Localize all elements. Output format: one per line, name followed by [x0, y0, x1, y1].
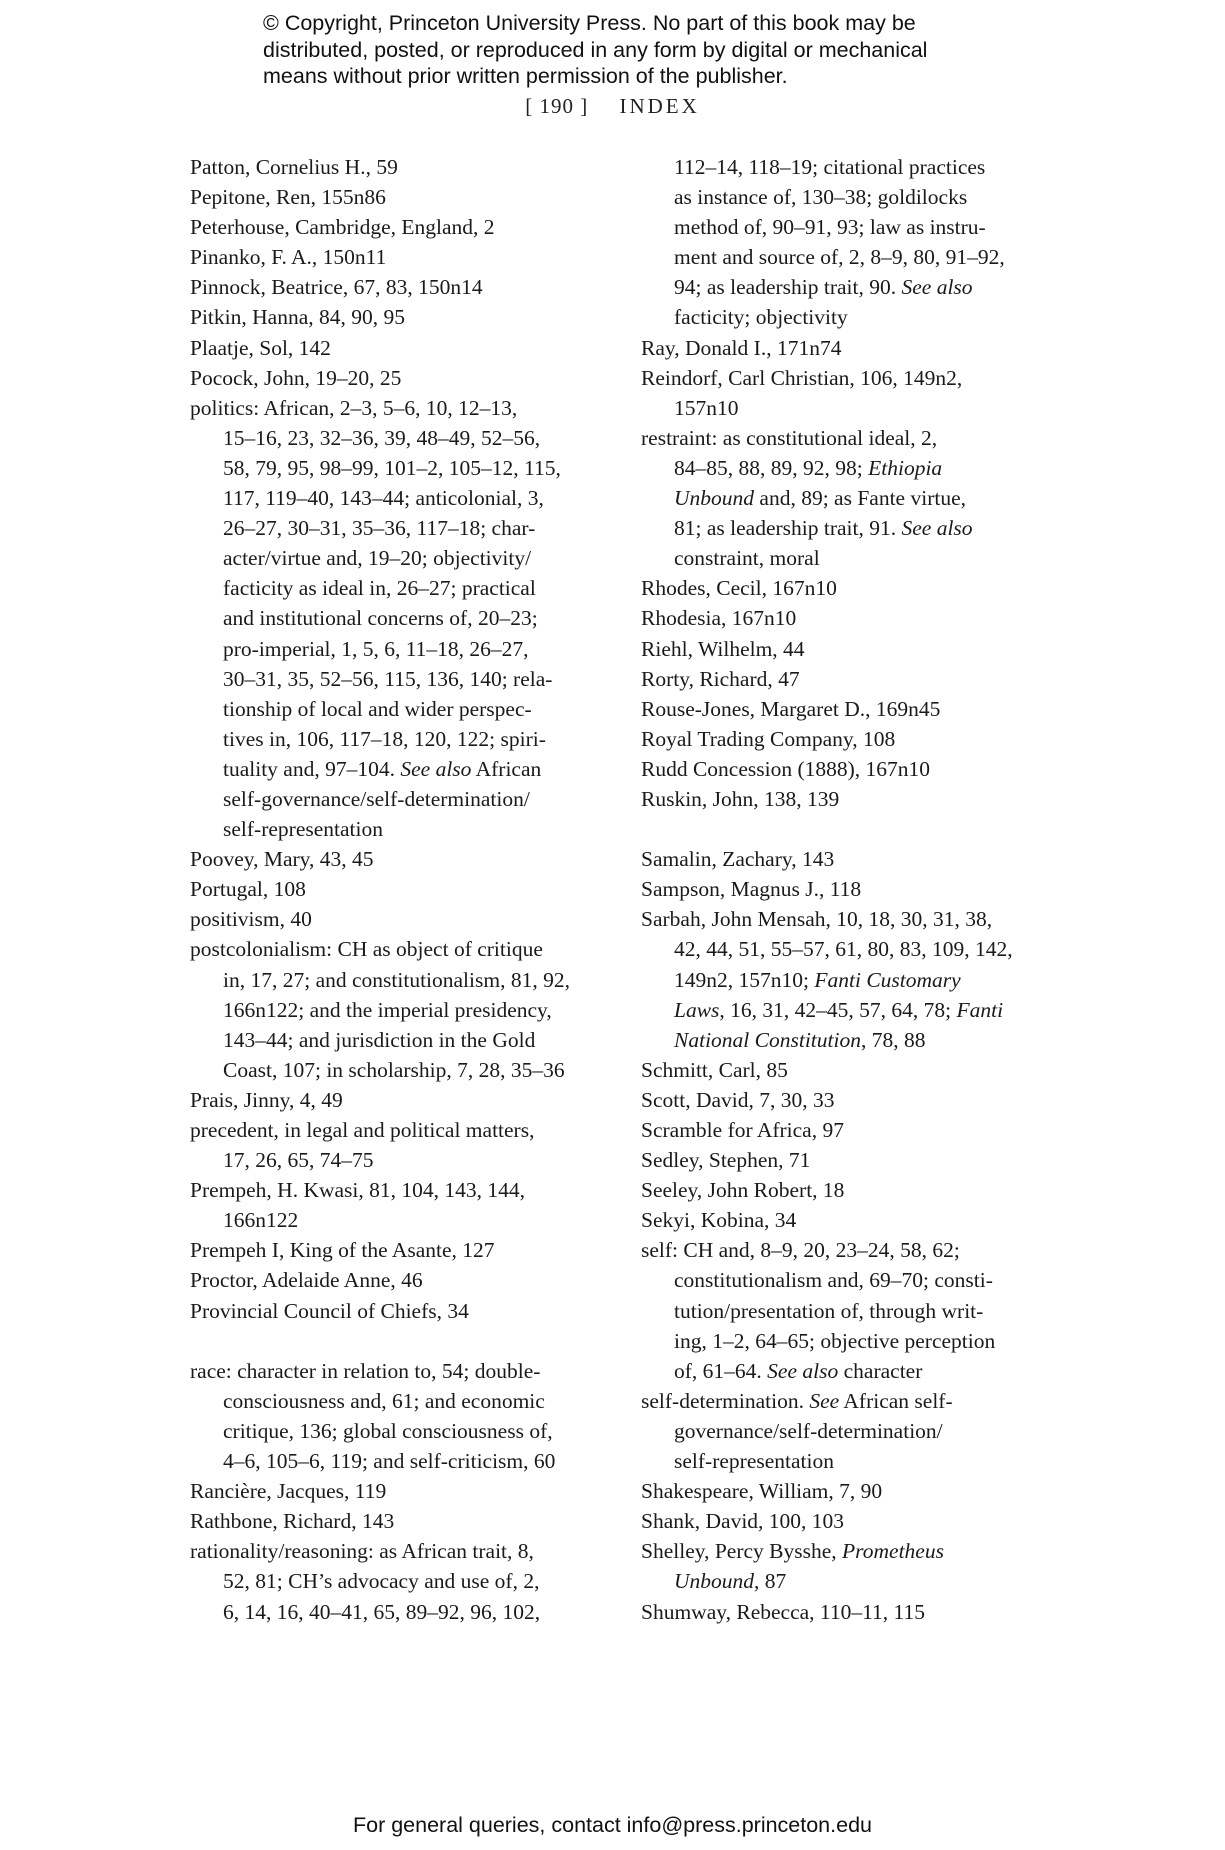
- index-entry: self-determination. See African self-: [641, 1388, 953, 1413]
- index-subline: tionship of local and wider perspec-: [223, 696, 532, 721]
- index-subline: self-representation: [674, 1449, 834, 1474]
- index-subline: 84–85, 88, 89, 92, 98; Ethiopia: [674, 455, 943, 480]
- index-subline: in, 17, 27; and constitutionalism, 81, 92,: [223, 967, 570, 992]
- index-subline: 30–31, 35, 52–56, 115, 136, 140; rela-: [223, 666, 553, 691]
- index-entry: Plaatje, Sol, 142: [190, 335, 331, 360]
- index-subline: 26–27, 30–31, 35–36, 117–18; char-: [223, 516, 536, 541]
- index-entry: Proctor, Adelaide Anne, 46: [190, 1268, 423, 1293]
- index-subline: Coast, 107; in scholarship, 7, 28, 35–36: [223, 1057, 565, 1082]
- index-entry: politics: African, 2–3, 5–6, 10, 12–13,: [190, 395, 518, 420]
- index-subline: 17, 26, 65, 74–75: [223, 1148, 374, 1173]
- copyright-line: © Copyright, Princeton University Press. No part of this book may be: [263, 11, 916, 35]
- index-subline: pro-imperial, 1, 5, 6, 11–18, 26–27,: [223, 636, 529, 661]
- index-subline: governance/self-determination/: [674, 1418, 943, 1443]
- index-subline: acter/virtue and, 19–20; objectivity/: [223, 546, 532, 571]
- index-entry: Scott, David, 7, 30, 33: [641, 1087, 835, 1112]
- index-subline: 52, 81; CH’s advocacy and use of, 2,: [223, 1569, 540, 1594]
- index-subline: Unbound, 87: [674, 1569, 787, 1594]
- index-subline: consciousness and, 61; and economic: [223, 1388, 545, 1413]
- index-entry: Poovey, Mary, 43, 45: [190, 847, 374, 872]
- index-subline: tution/presentation of, through writ-: [674, 1298, 984, 1323]
- letter-group-spacer: [190, 1326, 610, 1356]
- copyright-notice: [263, 10, 1023, 90]
- index-subline: 15–16, 23, 32–36, 39, 48–49, 52–56,: [223, 425, 541, 450]
- index-column-right: [641, 152, 1061, 1627]
- index-subline: ment and source of, 2, 8–9, 80, 91–92,: [674, 245, 1005, 270]
- index-subline: Laws, 16, 31, 42–45, 57, 64, 78; Fanti: [674, 997, 1004, 1022]
- index-entry: Pitkin, Hanna, 84, 90, 95: [190, 305, 405, 330]
- index-entry: Riehl, Wilhelm, 44: [641, 636, 805, 661]
- index-entry: Reindorf, Carl Christian, 106, 149n2,: [641, 365, 963, 390]
- index-entry: restraint: as constitutional ideal, 2,: [641, 425, 938, 450]
- index-entry: precedent, in legal and political matters,: [190, 1118, 535, 1142]
- index-entry: Prais, Jinny, 4, 49: [190, 1087, 343, 1112]
- index-entry: Rhodesia, 167n10: [641, 606, 797, 631]
- index-entry: Prempeh, H. Kwasi, 81, 104, 143, 144,: [190, 1178, 526, 1203]
- index-entry: race: character in relation to, 54; double-: [190, 1358, 541, 1383]
- index-entry: Provincial Council of Chiefs, 34: [190, 1298, 469, 1323]
- index-subline: 143–44; and jurisdiction in the Gold: [223, 1027, 536, 1052]
- index-entry: Portugal, 108: [190, 877, 306, 902]
- index-subline: 4–6, 105–6, 119; and self-criticism, 60: [223, 1449, 556, 1474]
- index-subline: facticity as ideal in, 26–27; practical: [223, 576, 536, 601]
- index-subline: 166n122; and the imperial presidency,: [223, 997, 552, 1022]
- index-entry: Pinanko, F. A., 150n11: [190, 245, 387, 270]
- index-subline: of, 61–64. See also character: [674, 1358, 923, 1383]
- index-subline: facticity; objectivity: [674, 305, 848, 330]
- index-entry: Pepitone, Ren, 155n86: [190, 185, 386, 210]
- index-subline: self-representation: [223, 817, 383, 842]
- footer-contact: For general queries, contact info@press.princeton.edu: [352, 1813, 872, 1837]
- index-subline: critique, 136; global consciousness of,: [223, 1418, 553, 1443]
- index-entry: Seeley, John Robert, 18: [641, 1178, 845, 1203]
- index-subline: 166n122: [223, 1208, 299, 1233]
- index-entry: Shank, David, 100, 103: [641, 1509, 845, 1534]
- index-entry: Rouse-Jones, Margaret D., 169n45: [641, 696, 941, 721]
- index-subline: National Constitution, 78, 88: [674, 1027, 926, 1052]
- index-entry: Royal Trading Company, 108: [641, 726, 896, 751]
- index-entry: Sedley, Stephen, 71: [641, 1148, 811, 1173]
- index-subline: tives in, 106, 117–18, 120, 122; spiri-: [223, 726, 546, 751]
- index-subline: constraint, moral: [674, 546, 820, 571]
- index-subline: tuality and, 97–104. See also African: [223, 756, 542, 781]
- index-entry: Rathbone, Richard, 143: [190, 1509, 395, 1534]
- index-entry: Ruskin, John, 138, 139: [641, 786, 840, 811]
- index-entry: Rudd Concession (1888), 167n10: [641, 756, 931, 781]
- index-subline: 42, 44, 51, 55–57, 61, 80, 83, 109, 142,: [674, 937, 1013, 962]
- index-subline: ing, 1–2, 64–65; objective perception: [674, 1328, 996, 1353]
- index-column-left: [190, 152, 610, 1627]
- copyright-line: distributed, posted, or reproduced in any form by digital or mechanical: [263, 37, 928, 62]
- index-subline: constitutionalism and, 69–70; consti-: [674, 1268, 993, 1293]
- index-entry: Shakespeare, William, 7, 90: [641, 1479, 883, 1504]
- index-subline: 58, 79, 95, 98–99, 101–2, 105–12, 115,: [223, 455, 561, 480]
- index-entry: Sekyi, Kobina, 34: [641, 1208, 797, 1233]
- index-subline: 157n10: [674, 395, 739, 420]
- index-entry: Samalin, Zachary, 143: [641, 847, 835, 872]
- index-entry: Peterhouse, Cambridge, England, 2: [190, 215, 495, 240]
- page-number: [ 190 ]: [525, 94, 589, 118]
- index-subline: self-governance/self-determination/: [223, 786, 530, 811]
- index-subline: 112–14, 118–19; citational practices: [674, 155, 986, 179]
- index-entry: positivism, 40: [190, 907, 312, 932]
- index-entry: rationality/reasoning: as African trait, 8,: [190, 1539, 534, 1564]
- index-subline: Unbound and, 89; as Fante virtue,: [674, 486, 966, 511]
- index-entry: Pocock, John, 19–20, 25: [190, 365, 402, 390]
- index-entry: Rorty, Richard, 47: [641, 666, 800, 691]
- index-entry: Pinnock, Beatrice, 67, 83, 150n14: [190, 275, 483, 300]
- index-subline: 6, 14, 16, 40–41, 65, 89–92, 96, 102,: [223, 1599, 541, 1624]
- index-entry: Patton, Cornelius H., 59: [190, 155, 398, 179]
- index-entry: Rhodes, Cecil, 167n10: [641, 576, 837, 601]
- index-entry: Schmitt, Carl, 85: [641, 1057, 788, 1082]
- index-entry: self: CH and, 8–9, 20, 23–24, 58, 62;: [641, 1238, 960, 1263]
- index-entry: Sampson, Magnus J., 118: [641, 877, 862, 902]
- index-subline: 81; as leadership trait, 91. See also: [674, 516, 973, 541]
- copyright-line: means without prior written permission of the publisher.: [263, 64, 788, 88]
- index-subline: 149n2, 157n10; Fanti Customary: [674, 967, 961, 992]
- index-entry: Scramble for Africa, 97: [641, 1118, 844, 1142]
- index-entry: Rancière, Jacques, 119: [190, 1479, 387, 1504]
- index-entry: postcolonialism: CH as object of critique: [190, 937, 543, 962]
- running-head: [0, 94, 1225, 119]
- index-subline: as instance of, 130–38; goldilocks: [674, 185, 968, 210]
- index-entry: Sarbah, John Mensah, 10, 18, 30, 31, 38,: [641, 907, 993, 932]
- section-title: INDEX: [619, 94, 700, 118]
- index-subline: and institutional concerns of, 20–23;: [223, 606, 538, 631]
- letter-group-spacer: [641, 814, 1061, 844]
- index-subline: 117, 119–40, 143–44; anticolonial, 3,: [223, 486, 544, 511]
- index-entry: Shumway, Rebecca, 110–11, 115: [641, 1599, 926, 1624]
- index-subline: 94; as leadership trait, 90. See also: [674, 275, 973, 300]
- index-entry: Prempeh I, King of the Asante, 127: [190, 1238, 495, 1263]
- index-subline: method of, 90–91, 93; law as instru-: [674, 215, 986, 240]
- index-entry: Ray, Donald I., 171n74: [641, 335, 842, 360]
- index-entry: Shelley, Percy Bysshe, Prometheus: [641, 1539, 944, 1564]
